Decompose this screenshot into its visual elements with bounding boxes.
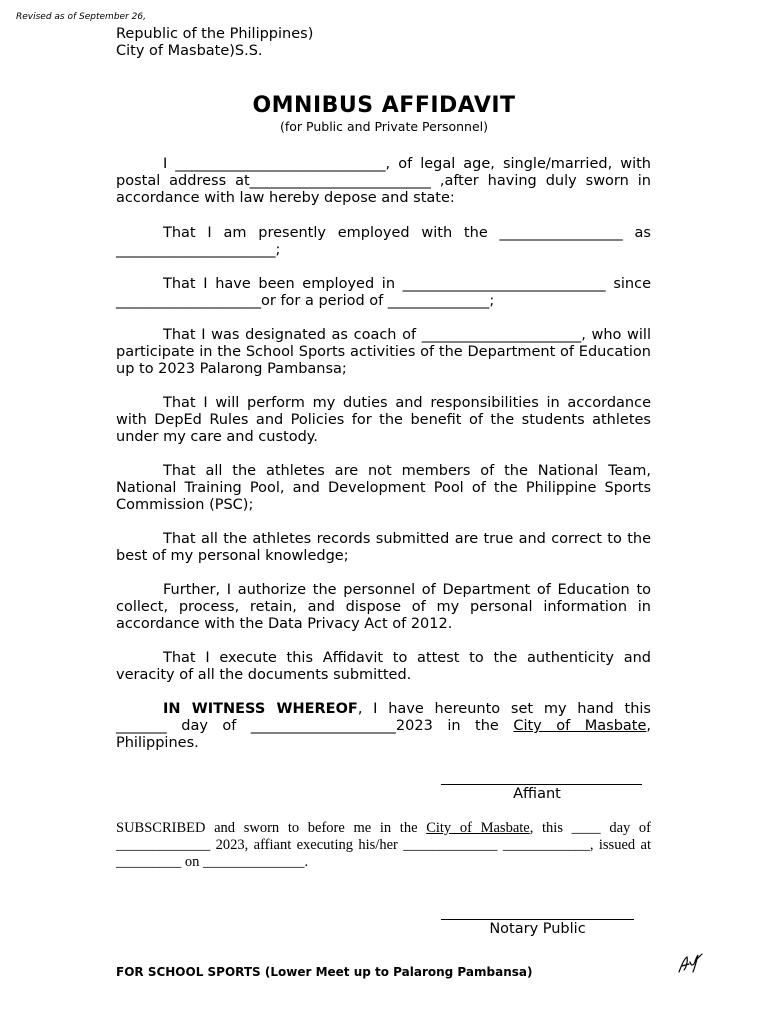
paragraph-records-true: That all the athletes records submitted are true and correct to the best of my personal knowledge; [116,531,651,564]
venue-country: Republic of the Philippines) [116,26,314,42]
paragraph-attest: That I execute this Affidavit to attest to the authenticity and veracity of all the documents submitted. [116,650,651,683]
jurat-city: City of Masbate [426,820,530,836]
venue-city: City of Masbate)S.S. [116,43,263,59]
paragraph-employment-period: That I have been employed in ____________________________ since ____________________or for a period of ______________; [116,276,651,309]
paragraph-not-members: That all the athletes are not members of the National Team, National Training Pool, and Development Pool of the Philippine Sports Commission (PSC); [116,463,651,513]
jurat-paragraph [116,820,651,871]
paragraph-coach-designation: That I was designated as coach of ______________________, who will participate in the School Sports activities of the Department of Education up to 2023 Palarong Pambansa; [116,327,651,377]
paragraph-data-privacy: Further, I authorize the personnel of Department of Education to collect, process, retain, and dispose of my personal information in accordance with the Data Privacy Act of 2012. [116,582,651,632]
witness-text-a: , I have hereunto set my hand this _______ day of ____________________2023 in the [116,701,651,734]
revision-note: Revised as of September 26, [16,12,146,22]
jurat-text-a: SUBSCRIBED and sworn to before me in the [116,820,427,836]
affiant-signature-line [441,784,642,785]
jurat-text-b: , this ____ day of _____________ 2023, affiant executing his/her _____________ ____________, issued at _________ on ______________. [116,820,652,870]
witness-city: City of Masbate [513,718,647,734]
document-title: OMNIBUS AFFIDAVIT [252,93,516,118]
witness-text-b: , Philippines. [116,718,652,751]
paragraph-employment: That I am presently employed with the _________________ as ______________________; [116,225,651,258]
notary-label: Notary Public [489,921,586,937]
paragraph-witness [116,701,651,752]
paragraph-identity: I _____________________________, of legal age, single/married, with postal address at_________________________ ,after having duly sworn in accordance with law hereby depose and state: [116,156,651,206]
notary-signature-line [441,919,634,920]
footer-note: FOR SCHOOL SPORTS (Lower Meet up to Palarong Pambansa) [116,965,533,979]
handwritten-initials [676,948,704,976]
witness-heading: IN WITNESS WHEREOF [163,701,358,717]
affiant-label: Affiant [513,786,561,802]
document-subtitle: (for Public and Private Personnel) [279,119,488,134]
paragraph-duties: That I will perform my duties and responsibilities in accordance with DepEd Rules and Policies for the benefit of the students athletes under my care and custody. [116,395,651,445]
venue-block [116,26,313,60]
